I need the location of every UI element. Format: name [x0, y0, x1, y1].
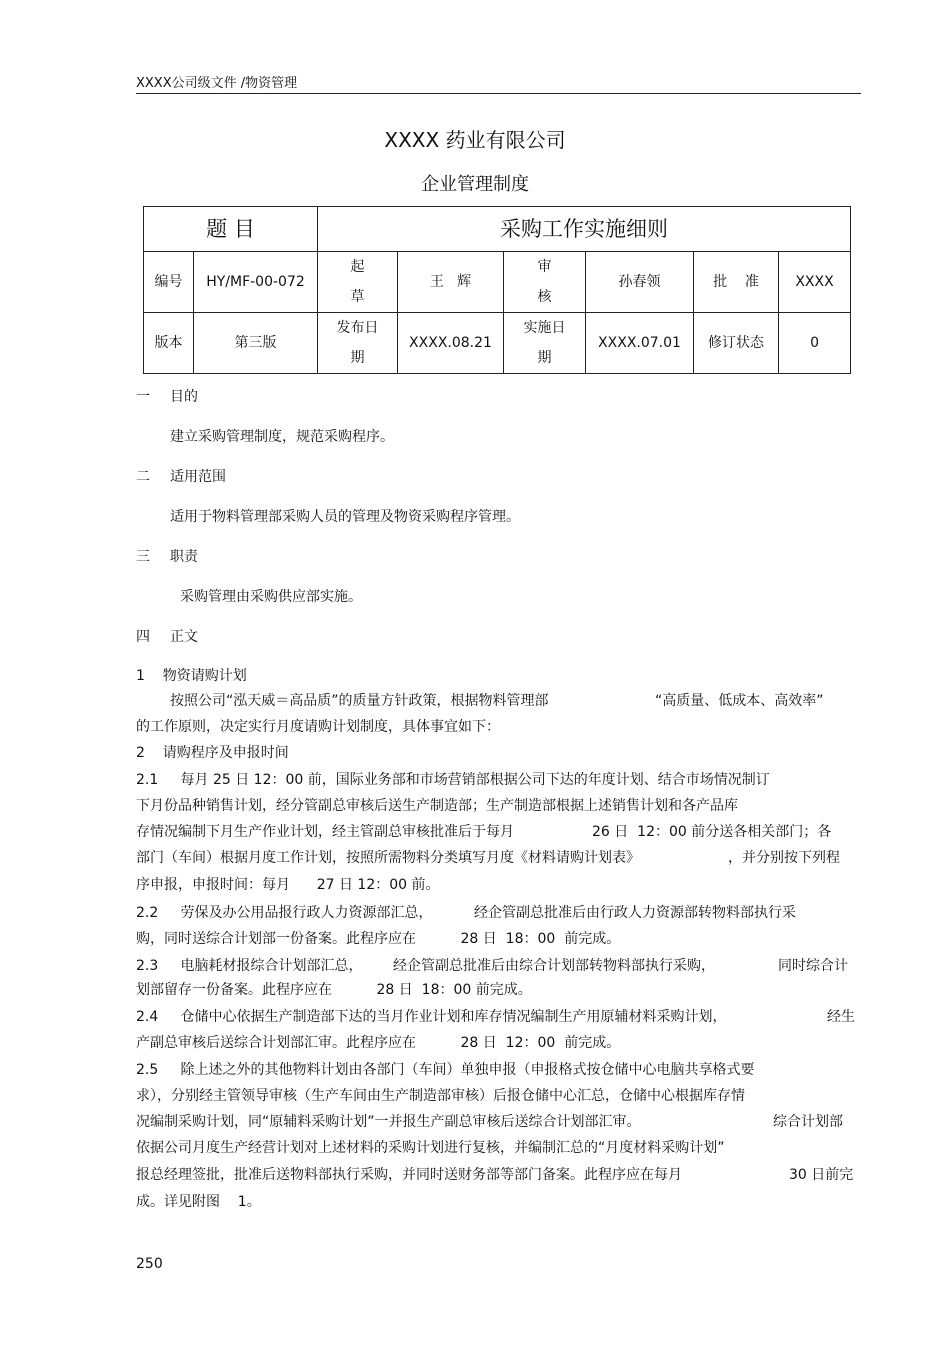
document-info-table	[143, 206, 851, 374]
content-line: 经生	[827, 1009, 855, 1025]
publish-label-line1: 发布日	[336, 320, 379, 336]
section-2-number: 二	[136, 469, 150, 485]
reviewer-label-line1: 审	[537, 259, 552, 275]
approver-value: XXXX	[779, 252, 851, 313]
content-line: 部门（车间）根据月度工作计划，按照所需物料分类填写月度《材料请购计划表》	[136, 850, 640, 866]
version-value: 第三版	[194, 313, 318, 374]
content-line: 2.4 仓储中心依据生产制造部下达的当月作业计划和库存情况编制生产用原辅材料采购计划，	[136, 1009, 727, 1025]
content-line: 2.2 劳保及办公用品报行政人力资源部汇总，	[136, 905, 433, 921]
content-line: 序申报，申报时间：每月 27 日 12：00 前。	[136, 877, 440, 893]
reviewer-value: 孙春领	[586, 252, 694, 313]
content-line: ，并分别按下列程	[728, 850, 840, 866]
content-line: 2.5 除上述之外的其他物料计划由各部门（车间）单独申报（申报格式按仓储中心电脑共享格式要	[136, 1062, 755, 1078]
section-2-title: 适用范围	[170, 469, 226, 485]
content-line: 下月份品种销售计划，经分管副总审核后送生产制造部；生产制造部根据上述销售计划和各产品库	[136, 798, 738, 814]
content-line: 综合计划部	[773, 1114, 843, 1130]
section-1-title: 目的	[170, 389, 198, 405]
content-line: 况编制采购计划，同“原辅料采购计划”一并报生产副总审核后送综合计划部汇审。	[136, 1114, 641, 1130]
reviewer-label	[504, 252, 586, 313]
content-line: 经企管副总批准后由行政人力资源部转物料部执行采	[474, 905, 796, 921]
number-value: HY/MF-00-072	[194, 252, 318, 313]
section-1-body: 建立采购管理制度，规范采购程序。	[170, 429, 394, 445]
drafter-label-line1: 起	[350, 259, 365, 275]
content-line: 同时综合计	[778, 958, 848, 974]
drafter-value: 王 辉	[398, 252, 504, 313]
page-number: 250	[136, 1256, 163, 1272]
section-2-body: 适用于物料管理部采购人员的管理及物资采购程序管理。	[170, 509, 520, 525]
section-4-title: 正文	[170, 629, 198, 645]
publish-date-label	[318, 313, 398, 374]
content-line: 依据公司月度生产经营计划对上述材料的采购计划进行复核，并编制汇总的“月度材料采购计划”	[136, 1140, 725, 1156]
content-line: 报总经理签批，批准后送物料部执行采购，并同时送财务部等部门备案。此程序应在每月	[136, 1167, 682, 1183]
effective-label-line2: 期	[537, 350, 552, 366]
content-line: 30 日前完	[789, 1167, 854, 1183]
content-line: 2.1 每月 25 日 12：00 前，国际业务部和市场营销部根据公司下达的年度计划、结合市场情况制订	[136, 772, 770, 788]
reviewer-label-line2: 核	[537, 289, 552, 305]
content-line: 存情况编制下月生产作业计划，经主管副总审核批准后于每月	[136, 824, 514, 840]
version-label: 版本	[144, 313, 194, 374]
content-line: 求），分别经主管领导审核（生产车间由生产制造部审核）后报仓储中心汇总，仓储中心根据库存情	[136, 1088, 745, 1104]
document-subtitle: 企业管理制度	[421, 174, 529, 195]
section-3-body: 采购管理由采购供应部实施。	[180, 589, 362, 605]
content-line: 成。详见附图 1。	[136, 1194, 261, 1210]
drafter-label	[318, 252, 398, 313]
section-4-number: 四	[136, 629, 150, 645]
content-line: 经企管副总批准后由综合计划部转物料部执行采购，	[393, 958, 715, 974]
content-line: 的工作原则，决定实行月度请购计划制度，具体事宜如下：	[136, 719, 500, 735]
content-line: “高质量、低成本、高效率”	[655, 693, 824, 709]
header-text: XXXX公司级文件 /物资管理	[136, 76, 298, 91]
content-line: 2.3 电脑耗材报综合计划部汇总，	[136, 958, 363, 974]
drafter-label-line2: 草	[350, 289, 365, 305]
topic-value: 采购工作实施细则	[318, 207, 851, 252]
section-3-title: 职责	[170, 549, 198, 565]
publish-label-line2: 期	[350, 350, 365, 366]
content-line: 划部留存一份备案。此程序应在 28 日 18：00 前完成。	[136, 982, 532, 998]
effective-date-label	[504, 313, 586, 374]
revision-value: 0	[779, 313, 851, 374]
section-1-number: 一	[136, 389, 150, 405]
publish-date-value: XXXX.08.21	[398, 313, 504, 374]
effective-date-value: XXXX.07.01	[586, 313, 694, 374]
revision-label: 修订状态	[694, 313, 779, 374]
company-title: XXXX 药业有限公司	[384, 128, 566, 152]
content-line: 购，同时送综合计划部一份备案。此程序应在 28 日 18：00 前完成。	[136, 931, 621, 947]
approver-label: 批 准	[694, 252, 779, 313]
section-3-number: 三	[136, 549, 150, 565]
effective-label-line1: 实施日	[523, 320, 566, 336]
header-divider	[136, 93, 861, 94]
content-line: 按照公司“泓天威＝高品质”的质量方针政策，根据物料管理部	[170, 693, 549, 709]
content-line: 2 请购程序及申报时间	[136, 745, 289, 761]
content-line: 产副总审核后送综合计划部汇审。此程序应在 28 日 12：00 前完成。	[136, 1035, 621, 1051]
content-line: 1 物资请购计划	[136, 668, 247, 684]
topic-label: 题 目	[144, 207, 318, 252]
content-line: 26 日 12：00 前分送各相关部门；各	[592, 824, 832, 840]
number-label: 编号	[144, 252, 194, 313]
